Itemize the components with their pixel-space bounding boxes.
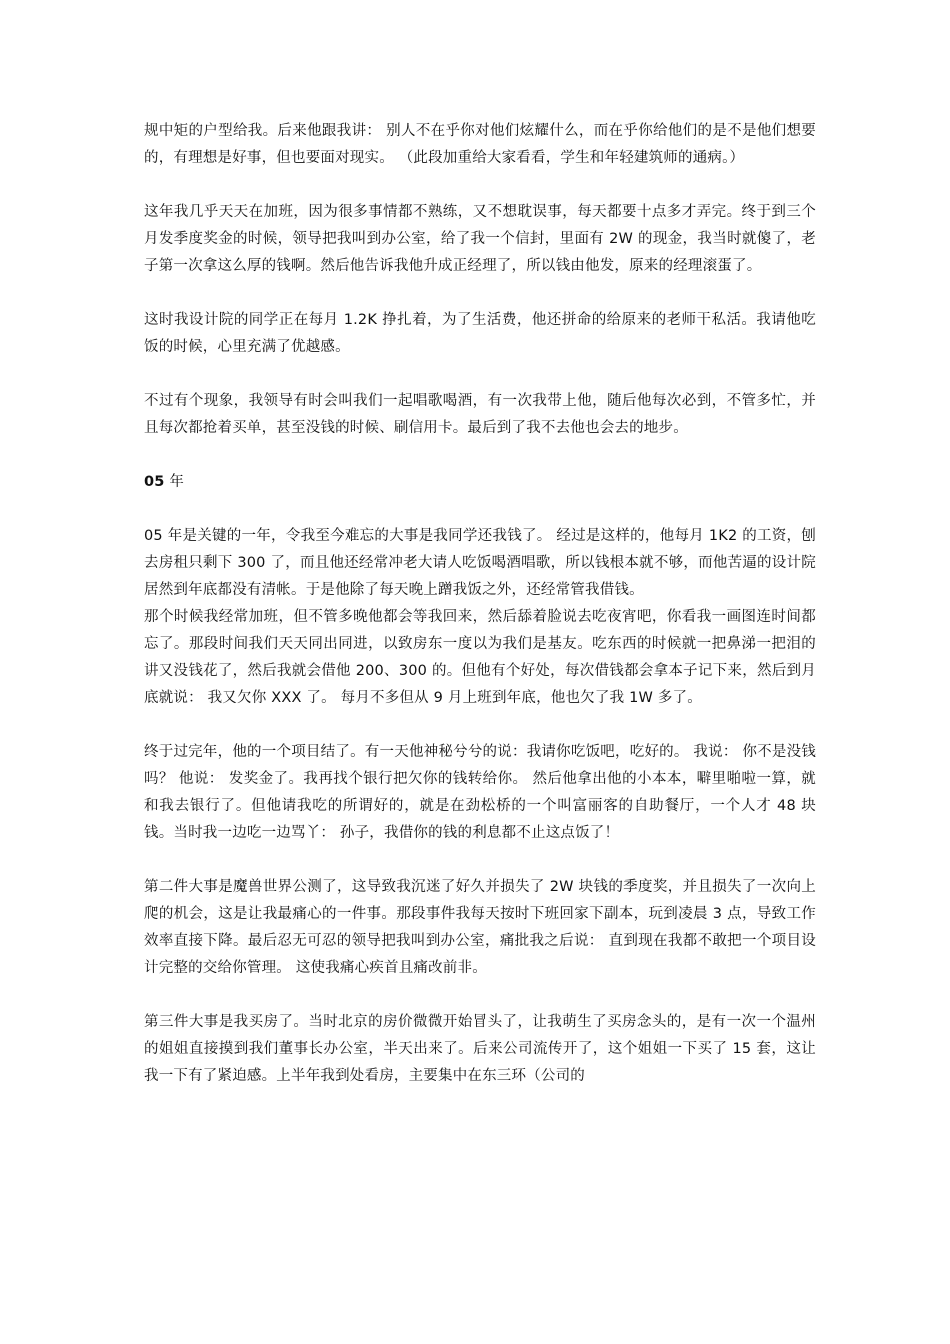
paragraph-9: 第三件大事是我买房了。当时北京的房价微微开始冒头了，让我萌生了买房念头的，是有一次一个温州的姐姐直接摸到我们董事长办公室，半天出来了。后来公司流传开了，这个姐姐一下买了 15 套，这让我一下有了紧迫感。上半年我到处看房，主要集中在东三环（公司的: [144, 1014, 816, 1084]
section-heading-suffix: 年: [164, 474, 185, 490]
paragraph-2: 这年我几乎天天在加班，因为很多事情都不熟练，又不想耽误事，每天都要十点多才弄完。终于到三个月发季度奖金的时候，领导把我叫到办公室，给了我一个信封，里面有 2W 的现金，我当时就傻了，老子第一次拿这么厚的钱啊。然后他告诉我他升成正经理了，所以钱由他发，原来的经理滚蛋了。: [144, 204, 816, 274]
section-heading-2005: [144, 469, 816, 496]
paragraph-4: 不过有个现象，我领导有时会叫我们一起唱歌喝酒，有一次我带上他，随后他每次必到，不管多忙，并且每次都抢着买单，甚至没钱的时候、刷信用卡。最后到了我不去他也会去的地步。: [144, 393, 816, 436]
section-heading-number: 05: [144, 474, 165, 490]
paragraph-6: 那个时候我经常加班，但不管多晚他都会等我回来，然后舔着脸说去吃夜宵吧，你看我一画图连时间都忘了。那段时间我们天天同出同进，以致房东一度以为我们是基友。吃东西的时候就一把鼻涕一把泪的讲又没钱花了，然后我就会借他 200、300 的。但他有个好处，每次借钱都会拿本子记下来，然后到月底就说： 我又欠你 XXX 了。 每月不多但从 9 月上班到年底，他也欠了我 1W 多了。: [144, 609, 816, 706]
paragraph-7: 终于过完年，他的一个项目结了。有一天他神秘兮兮的说：我请你吃饭吧，吃好的。 我说： 你不是没钱吗？ 他说： 发奖金了。我再找个银行把欠你的钱转给你。 然后他拿出他的小本本，噼里啪啦一算，就和我去银行了。但他请我吃的所谓好的，就是在劲松桥的一个叫富丽客的自助餐厅，一个人才 48 块钱。当时我一边吃一边骂丫： 孙子，我借你的钱的利息都不止这点饭了！: [144, 744, 816, 841]
paragraph-3: 这时我设计院的同学正在每月 1.2K 挣扎着，为了生活费，他还拼命的给原来的老师干私活。我请他吃饭的时候，心里充满了优越感。: [144, 312, 816, 355]
paragraph-5: 05 年是关键的一年，令我至今难忘的大事是我同学还我钱了。 经过是这样的，他每月 1K2 的工资，刨去房租只剩下 300 了，而且他还经常冲老大请人吃饭喝酒唱歌，所以钱根本就不够，而他苦逼的设计院居然到年底都没有清帐。于是他除了每天晚上蹭我饭之外，还经常管我借钱。: [144, 528, 816, 598]
document-page: [144, 118, 816, 1117]
paragraph-8: 第二件大事是魔兽世界公测了，这导致我沉迷了好久并损失了 2W 块钱的季度奖，并且损失了一次向上爬的机会，这是让我最痛心的一件事。那段事件我每天按时下班回家下副本，玩到凌晨 3 点，导致工作效率直接下降。最后忍无可忍的领导把我叫到办公室，痛批我之后说： 直到现在我都不敢把一个项目设计完整的交给你管理。 这使我痛心疾首且痛改前非。: [144, 879, 816, 976]
paragraph-1: 规中矩的户型给我。后来他跟我讲： 别人不在乎你对他们炫耀什么，而在乎你给他们的是不是他们想要的，有理想是好事，但也要面对现实。 （此段加重给大家看看，学生和年轻建筑师的通病。）: [144, 123, 816, 166]
